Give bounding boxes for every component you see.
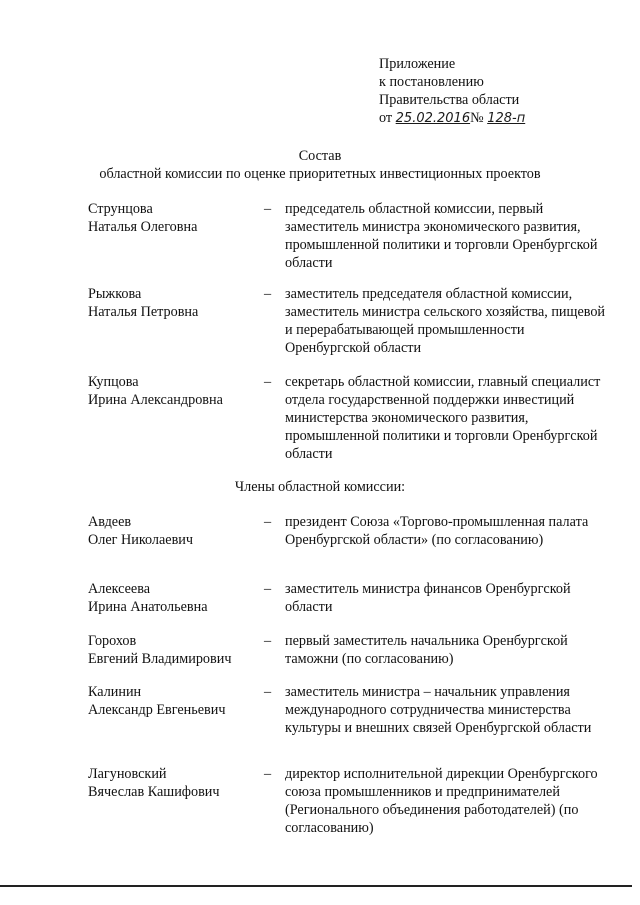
person-role: первый заместитель начальника Оренбургской таможни (по согласованию)	[285, 633, 568, 667]
dash: –	[264, 286, 272, 302]
person-surname: Авдеев	[88, 514, 132, 530]
person-surname: Купцова	[88, 374, 139, 390]
person-role: заместитель министра финансов Оренбургской области	[285, 581, 571, 615]
dash: –	[264, 201, 272, 217]
date-prefix: от	[379, 110, 393, 126]
person-surname: Лагуновский	[88, 766, 167, 782]
person-given-name: Вячеслав Кашифович	[88, 784, 220, 800]
appendix-block	[379, 55, 525, 128]
person-role: президент Союза «Торгово-промышленная палата Оренбургской области» (по согласованию)	[285, 514, 589, 548]
person-given-name: Евгений Владимирович	[88, 651, 232, 667]
person-role: секретарь областной комиссии, главный специалист отдела государственной поддержки инвестиций министерства экономического развития, промышленной политики и торговли Оренбургской области	[285, 374, 601, 462]
dash: –	[264, 684, 272, 700]
number-prefix: №	[470, 110, 484, 126]
person-given-name: Ирина Анатольевна	[88, 599, 208, 615]
person-name	[88, 285, 258, 321]
person-name	[88, 373, 258, 409]
members-heading: Члены областной комиссии:	[234, 479, 406, 495]
person-given-name: Наталья Олеговна	[88, 219, 198, 235]
dash: –	[264, 633, 272, 649]
person-surname: Струнцова	[88, 201, 153, 217]
person-name	[88, 765, 258, 801]
person-name	[88, 683, 258, 719]
person-given-name: Александр Евгеньевич	[88, 702, 226, 718]
person-name	[88, 200, 258, 236]
person-given-name: Олег Николаевич	[88, 532, 194, 548]
person-surname: Рыжкова	[88, 286, 142, 302]
dash: –	[264, 514, 272, 530]
appendix-date-line	[379, 109, 525, 128]
page-bottom-rule	[0, 885, 632, 887]
person-role: председатель областной комиссии, первый заместитель министра экономического развития, промышленной политики и торговли Оренбургской области	[285, 201, 598, 271]
appendix-line-3: Правительства области	[379, 92, 520, 108]
dash: –	[264, 766, 272, 782]
person-given-name: Ирина Александровна	[88, 392, 223, 408]
person-role: заместитель председателя областной комиссии, заместитель министра сельского хозяйства, пищевой и перерабатывающей промышленности Оренбургской области	[285, 286, 606, 356]
handwritten-date: 25.02.2016	[395, 111, 471, 126]
document-title	[0, 147, 640, 183]
appendix-line-2: к постановлению	[379, 74, 484, 90]
person-role: заместитель министра – начальник управления международного сотрудничества министерства культуры и внешних связей Оренбургской области	[285, 684, 592, 736]
person-given-name: Наталья Петровна	[88, 304, 199, 320]
title-line-2: областной комиссии по оценке приоритетных инвестиционных проектов	[99, 166, 541, 182]
person-surname: Горохов	[88, 633, 137, 649]
person-name	[88, 632, 258, 668]
dash: –	[264, 374, 272, 390]
appendix-line-1: Приложение	[379, 56, 456, 72]
person-surname: Алексеева	[88, 581, 151, 597]
person-name	[88, 580, 258, 616]
handwritten-number: 128-п	[487, 111, 526, 126]
title-line-1: Состав	[298, 148, 342, 164]
person-role: директор исполнительной дирекции Оренбургского союза промышленников и предпринимателей (Регионального объединения работодателей) (по согласованию)	[285, 766, 598, 836]
person-surname: Калинин	[88, 684, 142, 700]
person-name	[88, 513, 258, 549]
dash: –	[264, 581, 272, 597]
